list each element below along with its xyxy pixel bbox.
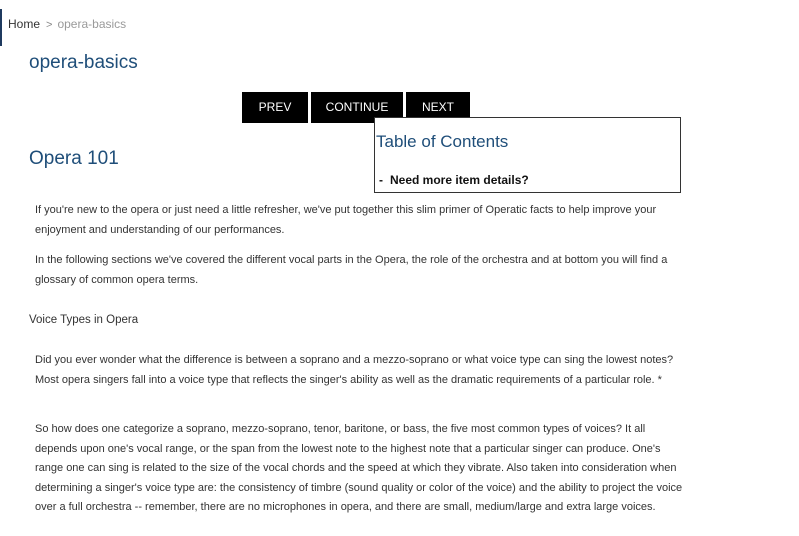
prev-button[interactable]: PREV (242, 92, 308, 123)
toc-item-dash: - (379, 173, 383, 187)
toc-item-label: Need more item details? (390, 173, 529, 187)
breadcrumb-home-link[interactable]: Home (8, 17, 41, 31)
article-title: Opera 101 (29, 148, 119, 169)
chevron-right-icon: > (46, 19, 53, 31)
next-button[interactable]: NEXT (406, 92, 470, 123)
page-title: opera-basics (29, 52, 138, 73)
voice-paragraph-1: Did you ever wonder what the difference is between a soprano and a mezzo-soprano or what voice type can sing the lowest notes? Most opera singers fall into a voice type that reflects the singer's ability as well as the dramatic requirements of a particular role. * (35, 354, 674, 386)
intro-paragraph-1: If you're new to the opera or just need a little refresher, we've put together this slim primer of Operatic facts to help improve your enjoyment and understanding of our performances. (35, 204, 657, 236)
table-of-contents (374, 117, 681, 193)
breadcrumb (8, 17, 126, 32)
breadcrumb-current: opera-basics (57, 17, 127, 31)
toc-item-need-more-details[interactable] (379, 173, 529, 187)
continue-button[interactable]: CONTINUE (311, 92, 403, 123)
left-accent-rule (0, 9, 2, 46)
intro-paragraph-2: In the following sections we've covered the different vocal parts in the Opera, the role of the orchestra and at bottom you will find a glossary of common opera terms. (35, 254, 668, 286)
voice-paragraph-2: So how does one categorize a soprano, mezzo-soprano, tenor, baritone, or bass, the five most common types of voices? It all depends upon one's vocal range, or the span from the lowest note to the highest note that a particular singer can produce. One's range one can sing is related to the size of the vocal chords and the speed at which they vibrate. Also taken into consideration when determining a singer's voice type are: the consistency of timbre (sound quality or color of the voice) and the ability to project the voice over a full orchestra -- remember, there are no microphones in opera, and there are small, medium/large and extra large voices. (35, 423, 683, 513)
toc-title: Table of Contents (376, 132, 509, 151)
voice-types-heading: Voice Types in Opera (29, 314, 139, 326)
